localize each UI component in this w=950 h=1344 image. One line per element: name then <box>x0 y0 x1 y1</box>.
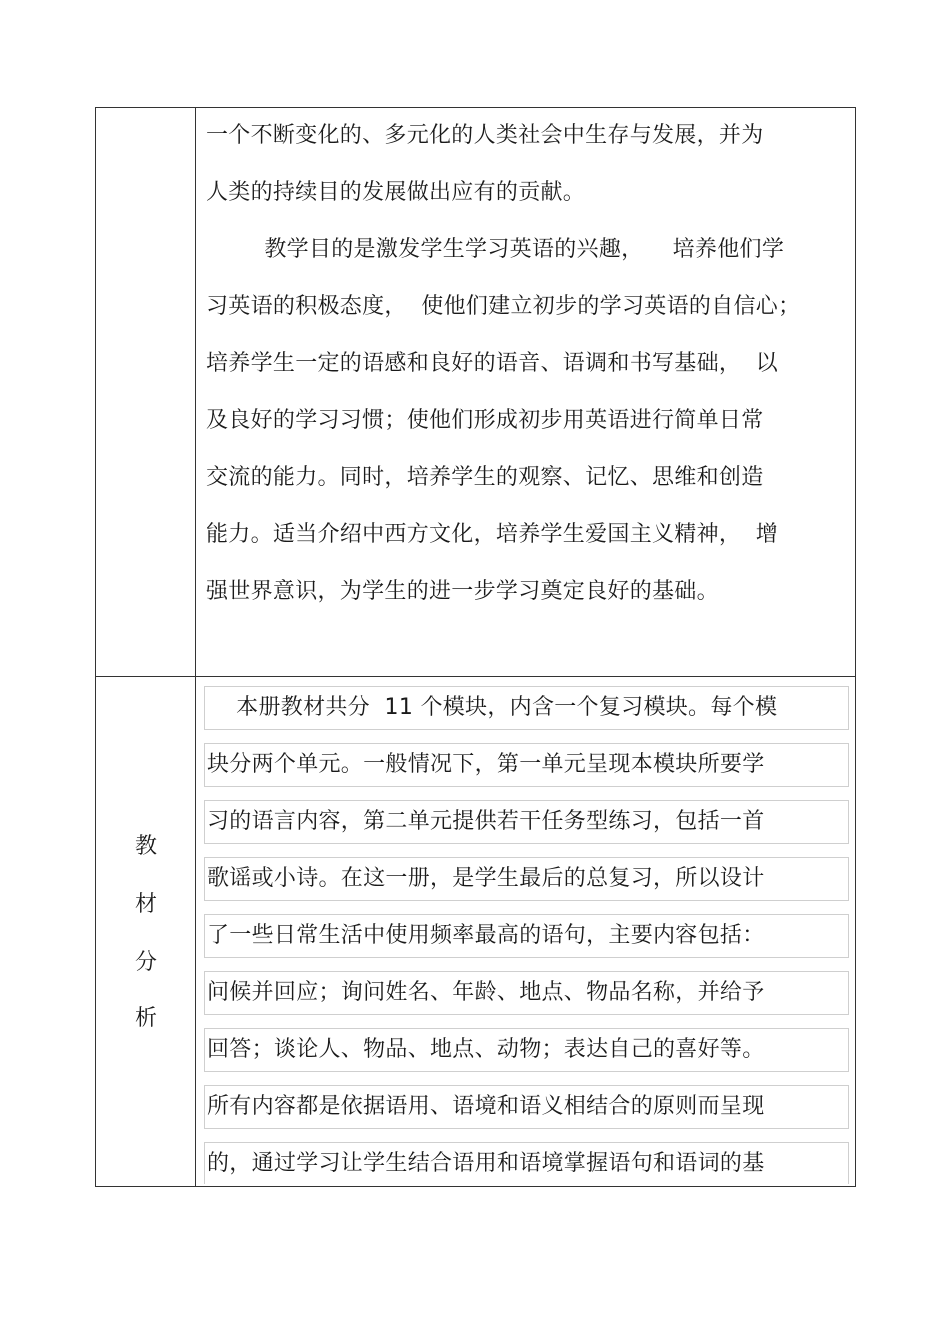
textbook-analysis-row <box>96 676 855 1186</box>
analysis-label-char: 教 <box>134 834 157 859</box>
goals-line: 人类的持续目的发展做出应有的贡献。 <box>206 180 586 205</box>
document-table <box>95 107 856 1187</box>
goals-line: 一个不断变化的、多元化的人类社会中生存与发展，并为 <box>206 123 764 148</box>
analysis-line-box <box>204 743 849 787</box>
analysis-line: 了一些日常生活中使用频率最高的语句，主要内容包括： <box>207 923 765 948</box>
analysis-line: 块分两个单元。一般情况下，第一单元呈现本模块所要学 <box>207 752 765 777</box>
analysis-line: 所有内容都是依据语用、语境和语义相结合的原则而呈现 <box>207 1094 765 1119</box>
analysis-line: 习的语言内容，第二单元提供若干任务型练习，包括一首 <box>207 809 765 834</box>
goals-line: 教学目的是激发学生学习英语的兴趣， 培养他们学 <box>206 237 785 262</box>
analysis-line-box <box>204 800 849 844</box>
goals-line: 强世界意识，为学生的进一步学习奠定良好的基础。 <box>206 579 719 604</box>
analysis-line-box <box>204 971 849 1015</box>
teaching-goals-content-cell <box>196 108 855 676</box>
goals-line: 培养学生一定的语感和良好的语音、语调和书写基础， 以 <box>206 351 779 376</box>
analysis-line-box <box>204 1085 849 1129</box>
textbook-analysis-content-cell <box>196 677 855 1186</box>
analysis-line-box <box>204 1142 849 1184</box>
goals-line: 习英语的积极态度， 使他们建立初步的学习英语的自信心； <box>206 294 801 319</box>
analysis-line-box <box>204 686 849 730</box>
analysis-label-char: 分 <box>134 950 157 975</box>
teaching-goals-label-cell <box>96 108 196 676</box>
analysis-line: 回答；谈论人、物品、地点、动物；表达自己的喜好等。 <box>207 1037 765 1062</box>
analysis-line-box <box>204 1028 849 1072</box>
teaching-goals-row <box>96 108 855 676</box>
analysis-line: 的，通过学习让学生结合语用和语境掌握语句和语词的基 <box>207 1151 765 1176</box>
goals-line: 及良好的学习习惯；使他们形成初步用英语进行简单日常 <box>206 408 764 433</box>
analysis-line: 问候并回应；询问姓名、年龄、地点、物品名称，并给予 <box>207 980 765 1005</box>
goals-line: 能力。适当介绍中西方文化，培养学生爱国主义精神， 增 <box>206 522 779 547</box>
goals-line: 交流的能力。同时，培养学生的观察、记忆、思维和创造 <box>206 465 764 490</box>
analysis-line: 本册教材共分 11 个模块，内含一个复习模块。每个模 <box>207 695 778 720</box>
analysis-label-char: 析 <box>134 1006 157 1031</box>
textbook-analysis-label-cell <box>96 677 196 1186</box>
analysis-label-char: 材 <box>134 892 157 917</box>
analysis-line-box <box>204 857 849 901</box>
analysis-line: 歌谣或小诗。在这一册，是学生最后的总复习，所以设计 <box>207 866 765 891</box>
analysis-line-box <box>204 914 849 958</box>
